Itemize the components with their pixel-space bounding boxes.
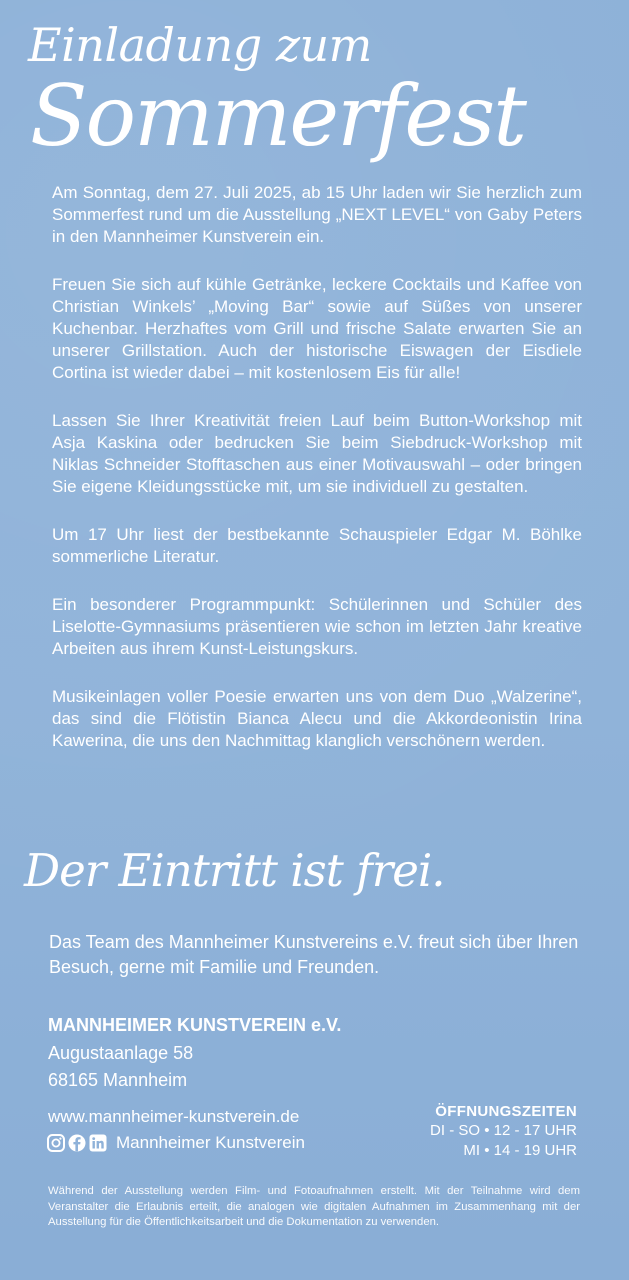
website-link[interactable]: www.mannheimer-kunstverein.de bbox=[48, 1107, 300, 1126]
organization-name: MANNHEIMER KUNSTVEREIN e.V. bbox=[48, 1015, 342, 1035]
team-message: Das Team des Mannheimer Kunstvereins e.V. freut sich über Ihren Besuch, gerne mit Familie und Freunden. bbox=[49, 932, 579, 977]
opening-hours-line-1: DI - SO • 12 - 17 UHR bbox=[430, 1122, 577, 1139]
opening-hours-line-2: MI • 14 - 19 UHR bbox=[463, 1142, 577, 1159]
body-text bbox=[52, 182, 582, 752]
address-street: Augustaanlage 58 bbox=[48, 1043, 194, 1063]
opening-hours-title: ÖFFNUNGSZEITEN bbox=[435, 1103, 577, 1120]
instagram-icon[interactable] bbox=[47, 1134, 65, 1152]
social-media-row bbox=[47, 1131, 305, 1155]
title-line-2: Sommerfest bbox=[30, 67, 525, 165]
admission-free-heading: Der Eintritt ist frei. bbox=[24, 844, 445, 897]
address-city: 68165 Mannheim bbox=[48, 1070, 188, 1090]
paragraph-workshops: Lassen Sie Ihrer Kreativität freien Lauf beim Button-Workshop mit Asja Kaskina oder bedrucken Sie beim Siebdruck-Workshop mit Niklas Schneider Stofftaschen aus einer Motivauswahl – oder bringen Sie eigene Kleidungsstücke mit, um sie individuell zu gestalten. bbox=[52, 411, 582, 496]
paragraph-date: Am Sonntag, dem 27. Juli 2025, ab 15 Uhr laden wir Sie herzlich zum Sommerfest rund um die Ausstellung „NEXT LEVEL“ von Gaby Peters in den Mannheimer Kunstverein ein. bbox=[52, 183, 582, 246]
social-handle: Mannheimer Kunstverein bbox=[116, 1133, 305, 1152]
facebook-icon[interactable] bbox=[68, 1134, 86, 1152]
paragraph-students: Ein besonderer Programmpunkt: Schülerinnen und Schüler des Liselotte-Gymnasiums präsentieren wie schon im letzten Jahr kreative Arbeiten aus ihrem Kunst-Leistungskurs. bbox=[52, 595, 582, 658]
title-line-1: Einladung zum bbox=[28, 18, 372, 72]
linkedin-icon[interactable] bbox=[89, 1134, 107, 1152]
photo-disclaimer: Während der Ausstellung werden Film- und Fotoaufnahmen erstellt. Mit der Teilnahme wird dem Veranstalter die Erlaubnis erteilt, die analogen wie digitalen Aufnahmen im Zusammenhang mit der Ausstellung für die Öffentlichkeitsarbeit und die Dokumentation zu verwenden. bbox=[48, 1185, 580, 1228]
opening-hours bbox=[430, 1102, 577, 1161]
paragraph-reading: Um 17 Uhr liest der bestbekannte Schauspieler Edgar M. Böhlke sommerliche Literatur. bbox=[52, 525, 582, 566]
paragraph-food: Freuen Sie sich auf kühle Getränke, leckere Cocktails und Kaffee von Christian Winkels’ „Moving Bar“ sowie auf Süßes von unserer Kuchenbar. Herzhaftes vom Grill und frische Salate erwarten Sie an unserer Grillstation. Auch der historische Eiswagen der Eisdiele Cortina ist wieder dabei – mit kostenlosem Eis für alle! bbox=[52, 275, 582, 382]
paragraph-music: Musikeinlagen voller Poesie erwarten uns von dem Duo „Walzerine“, das sind die Flötistin Bianca Alecu und die Akkordeonistin Irina Kawerina, die uns den Nachmittag klanglich verschönern werden. bbox=[52, 687, 582, 750]
